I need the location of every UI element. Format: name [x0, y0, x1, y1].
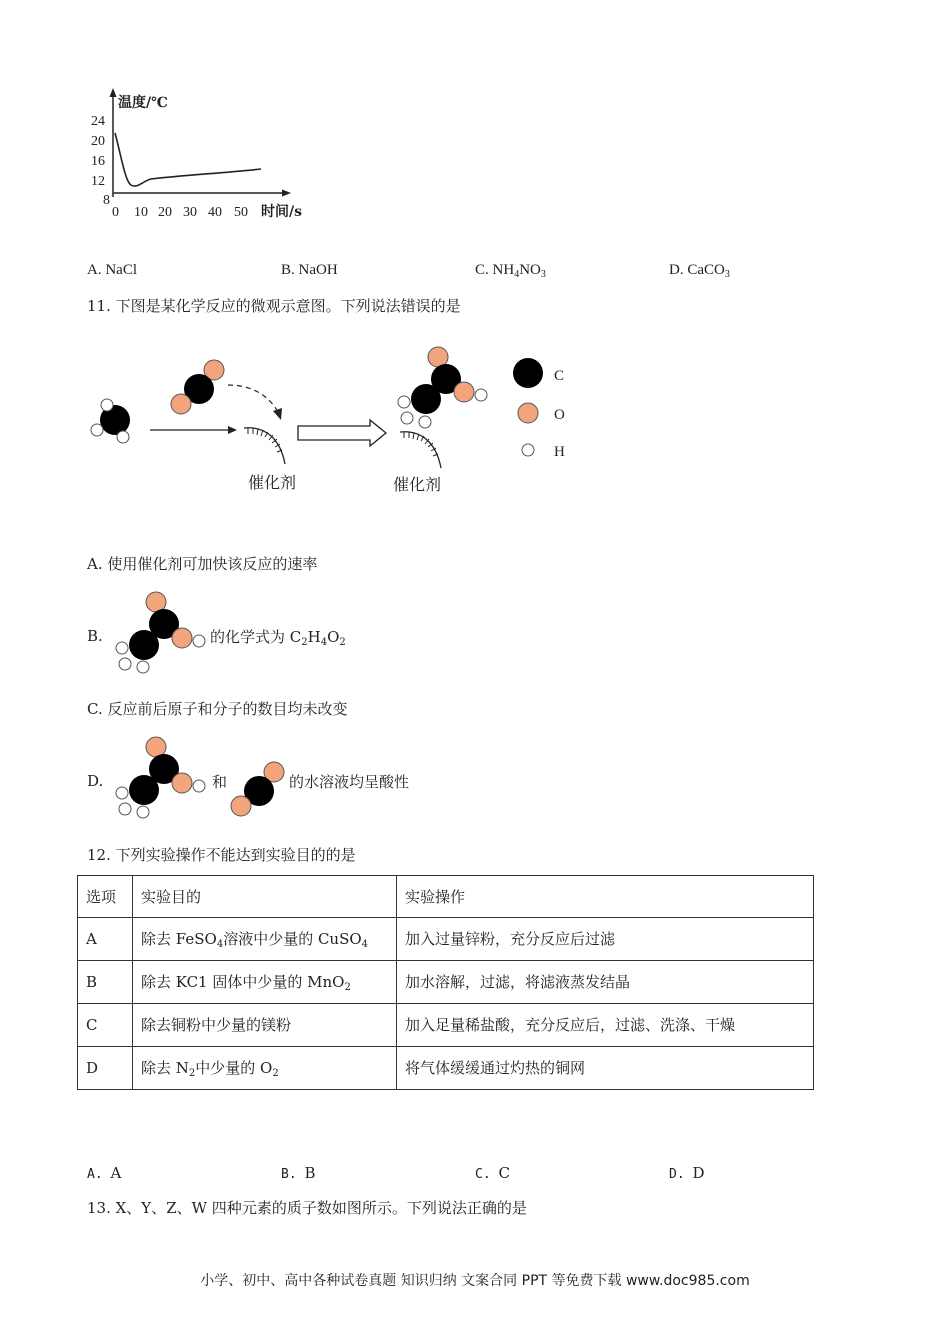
table-cell-operation: 将气体缓缓通过灼热的铜网: [397, 1047, 814, 1090]
hydrogen-atom-icon: [522, 444, 534, 456]
table-row: [78, 961, 814, 1004]
graph-ytick: 24: [91, 114, 105, 129]
q11-stem: 11. 下图是某化学反应的微观示意图。下列说法错误的是: [87, 297, 461, 315]
graph-xtick: 40: [208, 205, 222, 220]
q10-option-b[interactable]: B. NaOH: [281, 262, 338, 278]
table-cell-option: D: [78, 1047, 133, 1090]
table-cell-purpose: 除去铜粉中少量的镁粉: [133, 1004, 397, 1047]
table-cell-operation: 加水溶解，过滤，将滤液蒸发结晶: [397, 961, 814, 1004]
legend-oxygen: O: [554, 407, 565, 423]
graph-ytick: 20: [91, 134, 105, 149]
table-row: [78, 1047, 814, 1090]
table-cell-purpose: 除去 FeSO$_4$溶液中少量的 CuSO$_4$: [133, 918, 397, 961]
graph-xtick: 50: [234, 205, 248, 220]
table-header-row: [78, 876, 814, 918]
graph-xtick: 30: [183, 205, 197, 220]
q10-option-d[interactable]: D. CaCO$_3$: [669, 262, 730, 280]
oxygen-atom-icon: [518, 403, 538, 423]
q11-option-d-and: 和: [212, 773, 228, 791]
graph-ylabel: 温度/℃: [118, 95, 168, 111]
catalyst-label: 催化剂: [393, 475, 442, 494]
q12-stem: 12. 下列实验操作不能达到实验目的的是: [87, 846, 356, 864]
table-row: [78, 1004, 814, 1047]
experiment-table: [77, 875, 814, 1090]
graph-ytick: 8: [103, 193, 110, 208]
graph-xlabel: 时间/s: [261, 204, 302, 220]
q12-option-d[interactable]: D. D: [669, 1164, 705, 1182]
q13-stem: 13. X、Y、Z、W 四种元素的质子数如图所示。下列说法正确的是: [87, 1199, 527, 1217]
table-cell-option: C: [78, 1004, 133, 1047]
table-header-cell: 实验操作: [397, 876, 814, 918]
table-cell-operation: 加入足量稀盐酸，充分反应后，过滤、洗涤、干燥: [397, 1004, 814, 1047]
table-cell-option: B: [78, 961, 133, 1004]
catalyst-label: 催化剂: [248, 473, 297, 492]
q11-option-c[interactable]: C. 反应前后原子和分子的数目均未改变: [87, 700, 348, 718]
table-cell-purpose: 除去 KC1 固体中少量的 MnO$_2$: [133, 961, 397, 1004]
q12-option-a[interactable]: A. A: [87, 1164, 122, 1182]
co2-molecule-icon: [228, 758, 290, 818]
acetic-acid-molecule-icon: [110, 590, 210, 674]
table-cell-operation: 加入过量锌粉，充分反应后过滤: [397, 918, 814, 961]
q12-option-c[interactable]: C. C: [475, 1164, 510, 1182]
table-header-cell: 选项: [78, 876, 133, 918]
acetic-acid-molecule-icon: [110, 735, 210, 819]
table-cell-option: A: [78, 918, 133, 961]
q10-option-c[interactable]: C. $NH_4NO_3$: [475, 262, 546, 280]
reaction-diagram: [80, 340, 580, 510]
graph-xtick: 0: [112, 205, 119, 220]
legend-carbon: C: [554, 368, 565, 384]
graph-ytick: 16: [91, 154, 105, 169]
table-header-cell: 实验目的: [133, 876, 397, 918]
carbon-atom-icon: [513, 358, 543, 388]
q11-option-d-text: 的水溶液均呈酸性: [289, 773, 410, 791]
q12-option-b[interactable]: B. B: [281, 1164, 316, 1182]
graph-xtick: 10: [134, 205, 148, 220]
q10-option-a[interactable]: A. NaCl: [87, 262, 138, 278]
table-cell-purpose: 除去 $N_2$中少量的 $O_2$: [133, 1047, 397, 1090]
q11-option-a[interactable]: A. 使用催化剂可加快该反应的速率: [87, 555, 318, 573]
page-footer: 小学、初中、高中各种试卷真题 知识归纳 文案合同 PPT 等免费下载 www.doc985.com: [200, 1273, 750, 1289]
q11-option-d-letter[interactable]: D.: [87, 772, 104, 790]
legend-hydrogen: H: [554, 444, 565, 460]
q11-option-b-letter[interactable]: B.: [87, 627, 103, 645]
graph-ytick: 12: [91, 174, 105, 189]
graph-xtick: 20: [158, 205, 172, 220]
q11-option-b-text: 的化学式为 $C_2H_4O_2$: [210, 628, 346, 648]
table-row: [78, 918, 814, 961]
temperature-graph: [85, 85, 325, 225]
